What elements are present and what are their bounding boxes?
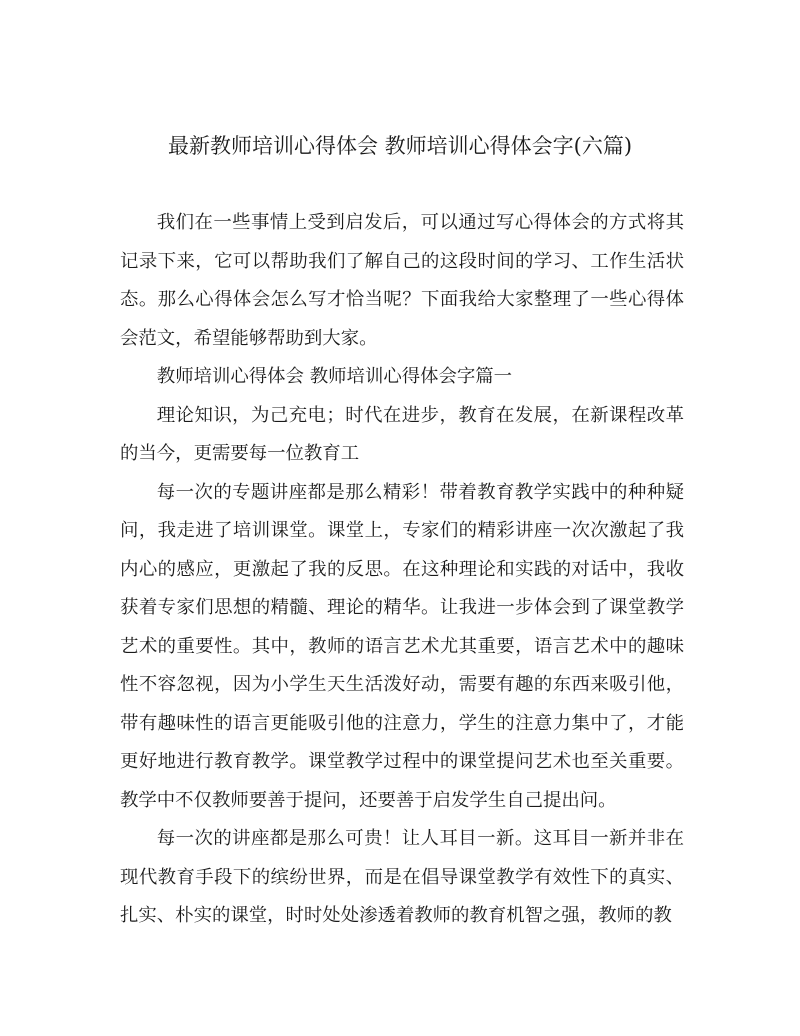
paragraph-valuable: 每一次的讲座都是那么可贵！让人耳目一新。这耳目一新并非在现代教育手段下的缤纷世界，而是在倡导课堂教学有效性下的真实、扎实、朴实的课堂，时时处处渗透着教师的教育机智之强，教师的教 [120, 828, 684, 926]
paragraph-theory: 理论知识，为己充电；时代在进步，教育在发展，在新课程改革的当今，更需要每一位教育工 [120, 404, 684, 464]
document-body [120, 204, 684, 936]
document-title: 最新教师培训心得体会 教师培训心得体会字(六篇) [167, 134, 633, 158]
paragraph-section-heading: 教师培训心得体会 教师培训心得体会字篇一 [156, 366, 513, 387]
paragraph-intro: 我们在一些事情上受到启发后，可以通过写心得体会的方式将其记录下来，它可以帮助我们了解自己的这段时间的学习、工作生活状态。那么心得体会怎么写才恰当呢？下面我给大家整理了一些心得体会范文，希望能够帮助到大家。 [120, 212, 684, 349]
paragraph-lectures: 每一次的专题讲座都是那么精彩！带着教育教学实践中的种种疑问，我走进了培训课堂。课堂上，专家们的精彩讲座一次次激起了我内心的感应，更激起了我的反思。在这种理论和实践的对话中，我收获着专家们思想的精髓、理论的精华。让我进一步体会到了课堂教学艺术的重要性。其中，教师的语言艺术尤其重要，语言艺术中的趣味性不容忽视，因为小学生天生活泼好动，需要有趣的东西来吸引他，带有趣味性的语言更能吸引他的注意力，学生的注意力集中了，才能更好地进行教育教学。课堂教学过程中的课堂提问艺术也至关重要。教学中不仅教师要善于提问，还要善于启发学生自己提出问。 [120, 481, 684, 811]
